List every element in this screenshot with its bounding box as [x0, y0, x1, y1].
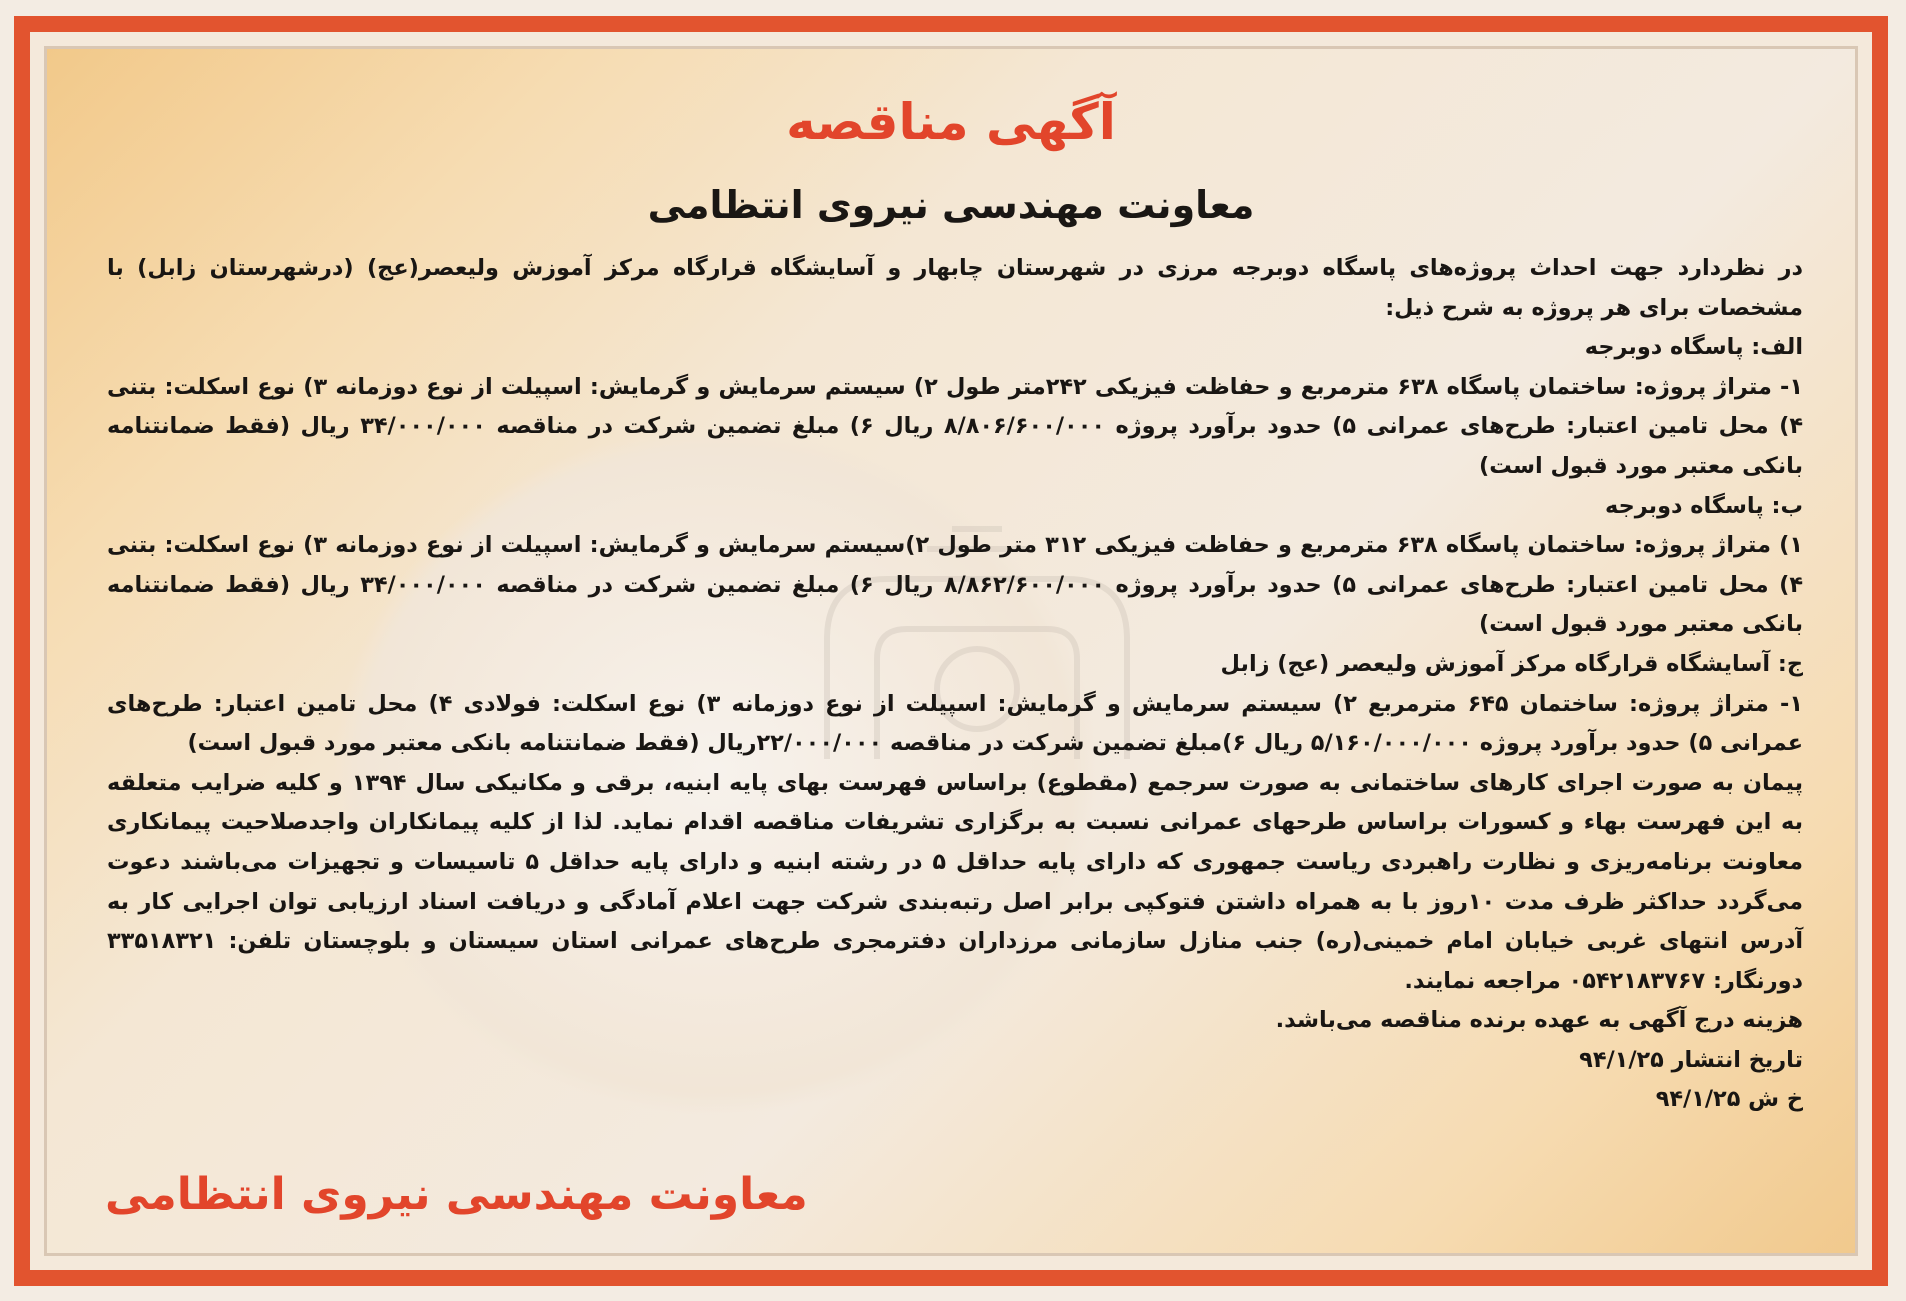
ad-cost-note: هزینه درج آگهی به عهده برنده مناقصه می‌باشد.: [1275, 1007, 1803, 1034]
notice-body: [107, 249, 1803, 1120]
notice-subtitle: معاونت مهندسی نیروی انتظامی: [647, 183, 1255, 227]
notice-frame: [14, 16, 1888, 1286]
notice-panel: [44, 46, 1858, 1256]
signature: معاونت مهندسی نیروی انتظامی: [105, 1169, 808, 1220]
contract-terms-paragraph: پیمان به صورت اجرای کارهای ساختمانی به صورت سرجمع (مقطوع) براساس فهرست بهای پایه ابنیه، برقی و مکانیکی سال ۱۳۹۴ و کلیه ضرایب متعلقه به این فهرست بهاء و کسورات براساس طرحهای عمرانی نسبت به برگزاری تشریفات مناقصه اقدام نماید. لذا از کلیه پیمانکاران واجدصلاحیت پیمانکاری معاونت برنامه‌ریزی و نظارت راهبردی ریاست جمهوری که دارای پایه حداقل ۵ در رشته ابنیه و دارای پایه حداقل ۵ تاسیسات و تجهیزات می‌باشند دعوت می‌گردد حداکثر ظرف مدت ۱۰روز با به همراه داشتن فتوکپی برابر اصل رتبه‌بندی شرکت جهت اعلام آمادگی و دریافت اسناد ارزیابی توان اجرایی کار به آدرس انتهای غربی خیابان امام خمینی(ره) جنب منازل سازمانی مرزداران دفترمجری طرح‌های عمرانی استان سیستان و بلوچستان تلفن: ۳۳۵۱۸۳۲۱ دورنگار: ۰۵۴۲۱۸۳۷۶۷ مراجعه نمایند.: [107, 769, 1804, 994]
section-b-details: ۱) متراژ پروژه: ساختمان پاسگاه ۶۳۸ مترمربع و حفاظت فیزیکی ۳۱۲ متر طول ۲)سیستم سرمایش و گرمایش: اسپیلت از نوع دوزمانه ۳) نوع اسکلت: بتنی ۴) محل تامین اعتبار: طرح‌های عمرانی ۵) حدود برآورد پروژه ۸/۸۶۲/۶۰۰/۰۰۰ ریال ۶) مبلغ تضمین شرکت در مناقصه ۳۴/۰۰۰/۰۰۰ ریال (فقط ضمانتنامه بانکی معتبر مورد قبول است): [107, 532, 1804, 638]
reference-code: خ ش ۹۴/۱/۲۵: [1655, 1086, 1803, 1113]
section-a-details: ۱- متراژ پروژه: ساختمان پاسگاه ۶۳۸ مترمربع و حفاظت فیزیکی ۲۴۲متر طول ۲) سیستم سرمایش و گرمایش: اسپیلت از نوع دوزمانه ۳) نوع اسکلت: بتنی ۴) محل تامین اعتبار: طرح‌های عمرانی ۵) حدود برآورد پروژه ۸/۸۰۶/۶۰۰/۰۰۰ ریال ۶) مبلغ تضمین شرکت در مناقصه ۳۴/۰۰۰/۰۰۰ ریال (فقط ضمانتنامه بانکی معتبر مورد قبول است): [107, 373, 1804, 479]
section-c-details: ۱- متراژ پروژه: ساختمان ۶۴۵ مترمربع ۲) سیستم سرمایش و گرمایش: اسپیلت از نوع دوزمانه ۳) نوع اسکلت: فولادی ۴) محل تامین اعتبار: طرح‌های عمرانی ۵) حدود برآورد پروژه ۵/۱۶۰/۰۰۰/۰۰۰ ریال ۶)مبلغ تضمین شرکت در مناقصه ۲۲/۰۰۰/۰۰۰ریال (فقط ضمانتنامه بانکی معتبر مورد قبول است): [107, 690, 1803, 757]
publish-date: تاریخ انتشار ۹۴/۱/۲۵: [1579, 1046, 1803, 1073]
section-a-heading: الف: پاسگاه دوبرجه: [1584, 334, 1803, 361]
section-c-heading: ج: آسایشگاه قرارگاه مرکز آموزش ولیعصر (عج) زابل: [1220, 650, 1803, 677]
intro-paragraph: در نظردارد جهت احداث پروژه‌های پاسگاه دوبرجه مرزی در شهرستان چابهار و آسایشگاه قرارگاه مرکز آموزش ولیعصر(عج) (درشهرستان زابل) با مشخصات برای هر پروژه به شرح ذیل:: [107, 255, 1803, 321]
section-b-heading: ب: پاسگاه دوبرجه: [1605, 492, 1803, 519]
notice-title: آگهی مناقصه: [786, 93, 1116, 151]
